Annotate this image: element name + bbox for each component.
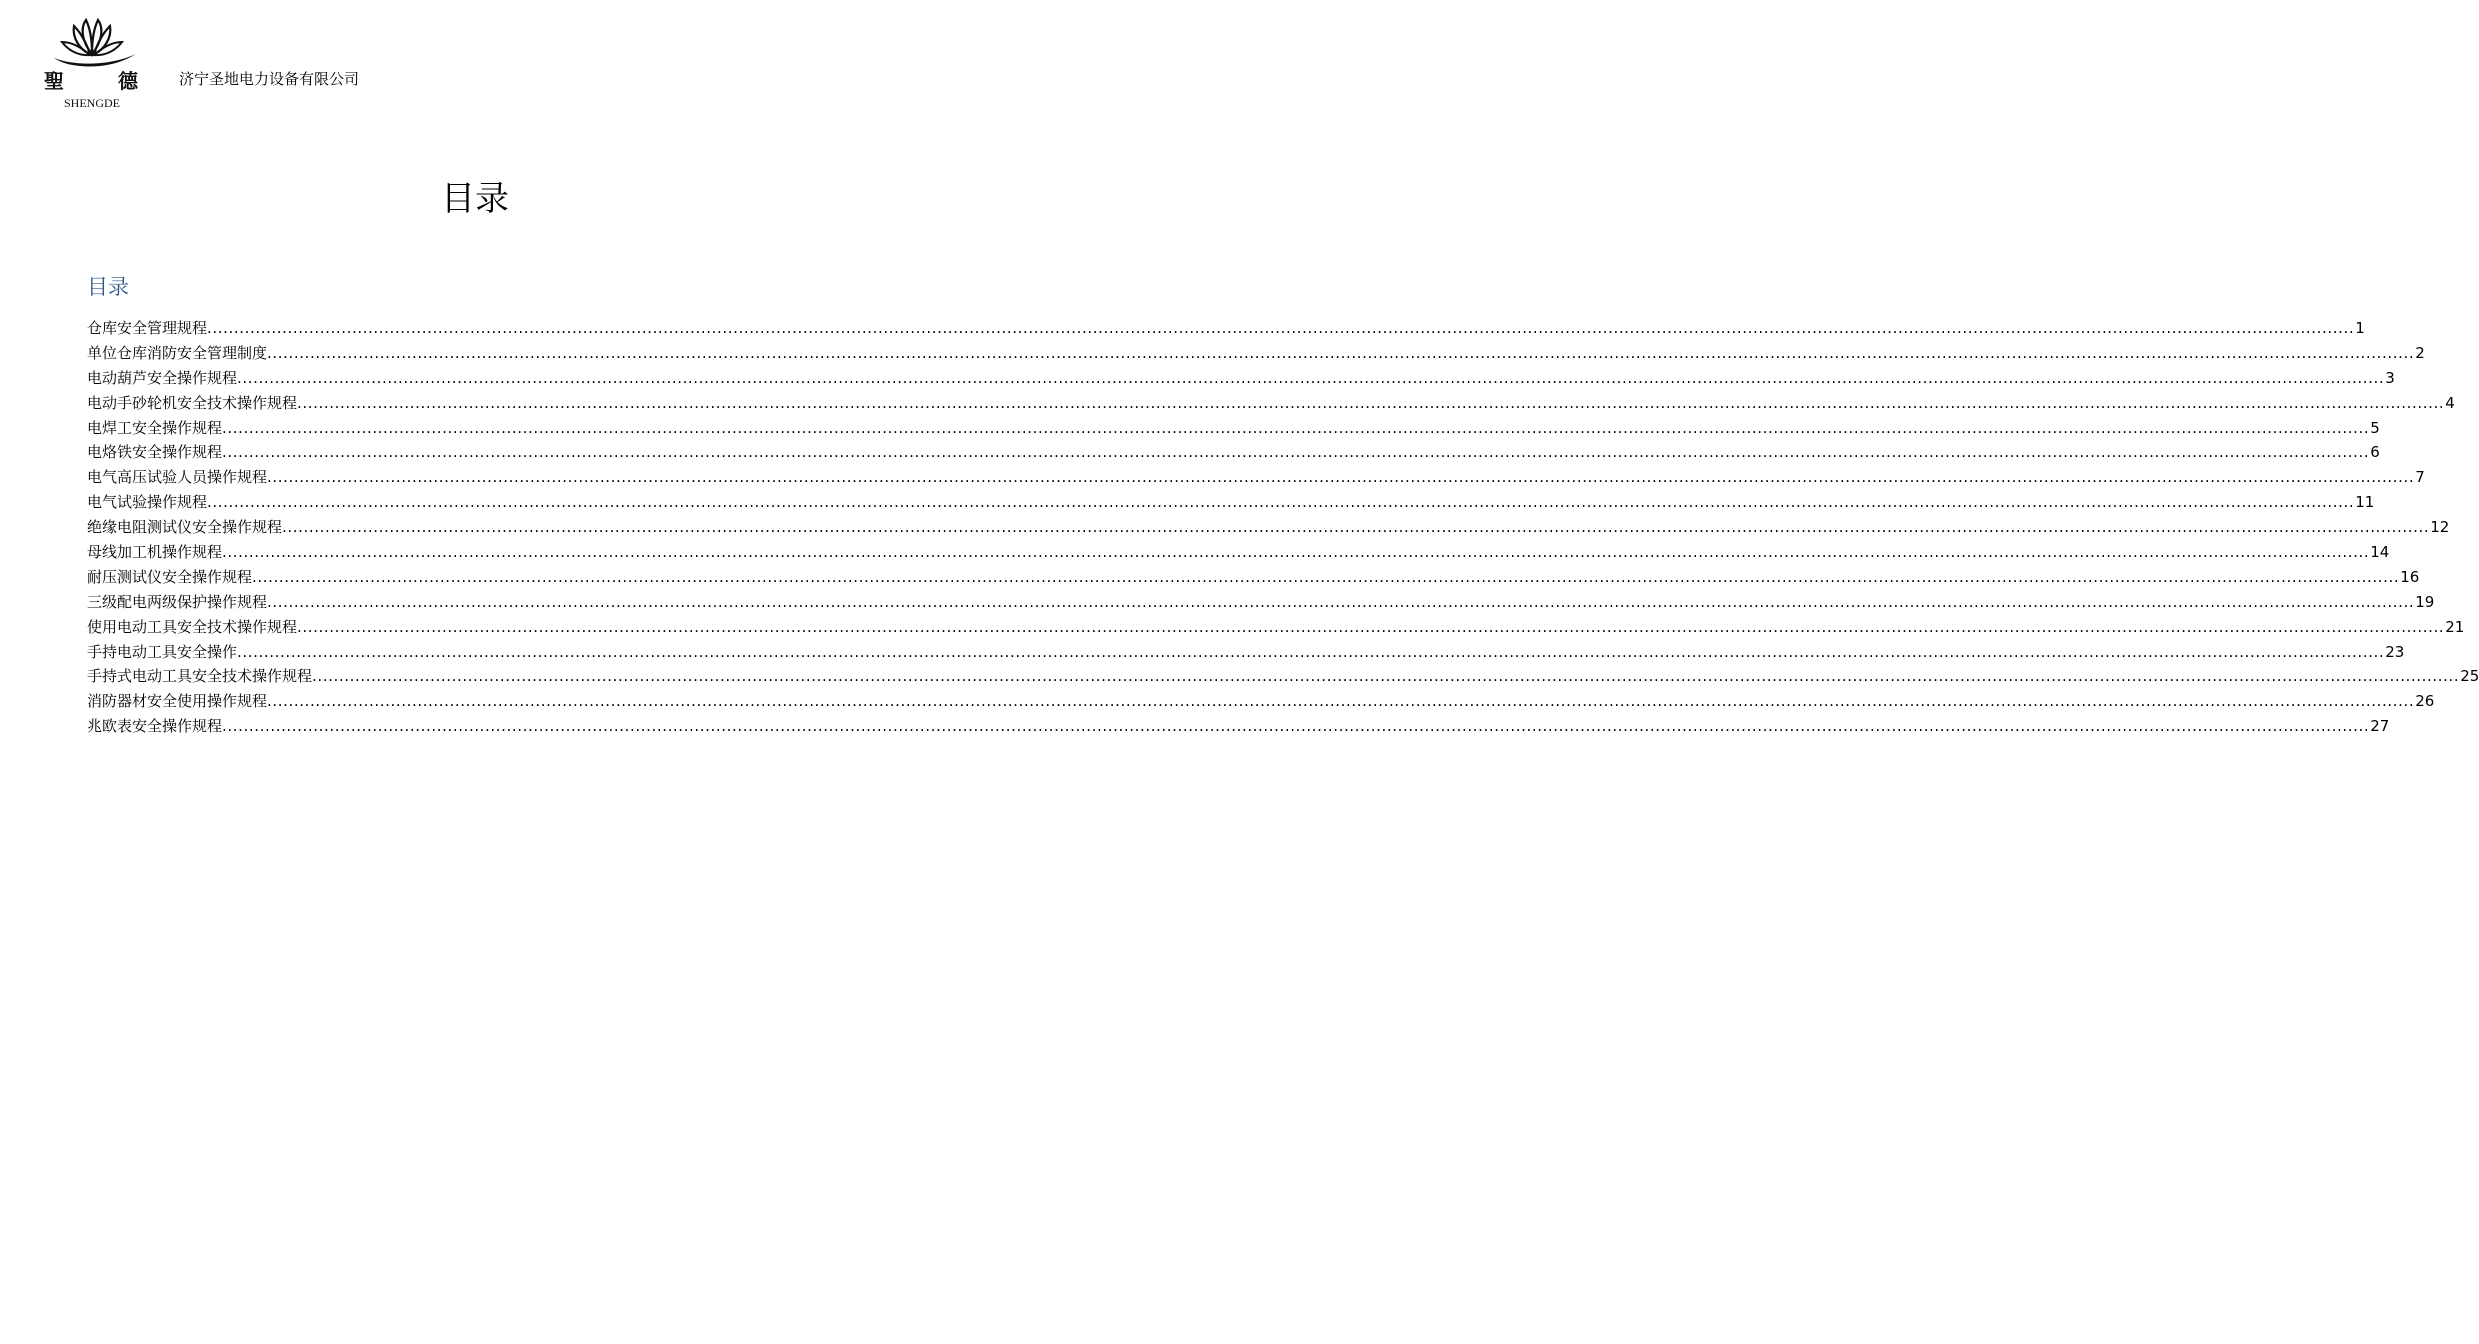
toc-entry-page-number[interactable]: 27 bbox=[2370, 717, 2390, 736]
toc-entry[interactable] bbox=[87, 416, 2380, 441]
toc-dot-leader: ................................................................................................................................................................................................................................................................................................................................................................................................................ bbox=[297, 393, 2445, 412]
toc-entry[interactable] bbox=[87, 615, 2465, 640]
toc-dot-leader: ................................................................................................................................................................................................................................................................................................................................................................................................................ bbox=[267, 343, 2415, 362]
toc-entry-page-number[interactable]: 4 bbox=[2445, 393, 2455, 412]
toc-entry[interactable] bbox=[87, 590, 2435, 615]
toc-dot-leader: ................................................................................................................................................................................................................................................................................................................................................................................................................ bbox=[237, 642, 2385, 661]
logo-wordmark: SHENGDE bbox=[64, 96, 120, 110]
toc-entry-page-number[interactable]: 16 bbox=[2400, 567, 2420, 586]
svg-text:聖: 聖 bbox=[44, 69, 64, 93]
toc-entry[interactable] bbox=[87, 341, 2425, 366]
toc-entry-page-number[interactable]: 11 bbox=[2355, 493, 2375, 512]
toc-entry-label[interactable]: 消防器材安全使用操作规程 bbox=[87, 692, 268, 711]
toc-entry-page-number[interactable]: 21 bbox=[2445, 617, 2465, 636]
toc-dot-leader: ................................................................................................................................................................................................................................................................................................................................................................................................................ bbox=[207, 319, 2355, 337]
toc-entry-label[interactable]: 单位仓库消防安全管理制度 bbox=[87, 343, 268, 362]
toc-dot-leader: ................................................................................................................................................................................................................................................................................................................................................................................................................ bbox=[267, 692, 2415, 711]
toc-entry[interactable] bbox=[87, 316, 2365, 341]
toc-entry-label[interactable]: 使用电动工具安全技术操作规程 bbox=[87, 617, 298, 636]
toc-entry[interactable] bbox=[87, 440, 2380, 465]
toc-entry-page-number[interactable]: 26 bbox=[2415, 692, 2435, 711]
toc-entry-label[interactable]: 绝缘电阻测试仪安全操作规程 bbox=[87, 518, 283, 537]
toc-entry-page-number[interactable]: 5 bbox=[2370, 418, 2380, 437]
toc-entry-label[interactable]: 手持式电动工具安全技术操作规程 bbox=[87, 667, 313, 686]
toc-entry[interactable] bbox=[87, 565, 2420, 590]
toc-entry[interactable] bbox=[87, 490, 2375, 515]
toc-dot-leader: ................................................................................................................................................................................................................................................................................................................................................................................................................ bbox=[207, 493, 2355, 512]
toc-entry-label[interactable]: 兆欧表安全操作规程 bbox=[87, 717, 223, 736]
toc-dot-leader: ................................................................................................................................................................................................................................................................................................................................................................................................................ bbox=[237, 368, 2385, 387]
toc-entry-label[interactable]: 电焊工安全操作规程 bbox=[87, 418, 223, 437]
toc-dot-leader: ................................................................................................................................................................................................................................................................................................................................................................................................................ bbox=[252, 567, 2400, 586]
toc-dot-leader: ................................................................................................................................................................................................................................................................................................................................................................................................................ bbox=[222, 717, 2370, 736]
toc-entry-label[interactable]: 仓库安全管理规程 bbox=[87, 319, 208, 337]
table-of-contents bbox=[87, 316, 2479, 739]
toc-dot-leader: ................................................................................................................................................................................................................................................................................................................................................................................................................ bbox=[222, 443, 2370, 462]
toc-entry-label[interactable]: 电气高压试验人员操作规程 bbox=[87, 468, 268, 487]
toc-dot-leader: ................................................................................................................................................................................................................................................................................................................................................................................................................ bbox=[267, 468, 2415, 487]
toc-dot-leader: ................................................................................................................................................................................................................................................................................................................................................................................................................ bbox=[297, 617, 2445, 636]
toc-entry[interactable] bbox=[87, 391, 2455, 416]
toc-entry[interactable] bbox=[87, 540, 2390, 565]
toc-entry-page-number[interactable]: 19 bbox=[2415, 592, 2435, 611]
toc-heading: 目录 bbox=[87, 275, 129, 299]
svg-text:德: 德 bbox=[118, 69, 138, 93]
toc-entry-page-number[interactable]: 2 bbox=[2415, 343, 2425, 362]
toc-entry-page-number[interactable]: 23 bbox=[2385, 642, 2405, 661]
toc-entry-page-number[interactable]: 14 bbox=[2370, 543, 2390, 562]
toc-entry[interactable] bbox=[87, 515, 2450, 540]
toc-entry-label[interactable]: 电烙铁安全操作规程 bbox=[87, 443, 223, 462]
toc-entry-label[interactable]: 电气试验操作规程 bbox=[87, 493, 208, 512]
toc-entry-label[interactable]: 手持电动工具安全操作 bbox=[87, 642, 238, 661]
toc-entry[interactable] bbox=[87, 640, 2405, 665]
toc-dot-leader: ................................................................................................................................................................................................................................................................................................................................................................................................................ bbox=[222, 418, 2370, 437]
toc-dot-leader: ................................................................................................................................................................................................................................................................................................................................................................................................................ bbox=[282, 518, 2430, 537]
toc-entry[interactable] bbox=[87, 689, 2435, 714]
toc-entry[interactable] bbox=[87, 465, 2425, 490]
toc-dot-leader: ................................................................................................................................................................................................................................................................................................................................................................................................................ bbox=[222, 543, 2370, 562]
page-header bbox=[40, 14, 920, 114]
toc-entry-page-number[interactable]: 1 bbox=[2355, 319, 2365, 337]
toc-entry-label[interactable]: 电动手砂轮机安全技术操作规程 bbox=[87, 393, 298, 412]
toc-entry-page-number[interactable]: 3 bbox=[2385, 368, 2395, 387]
page-title: 目录 bbox=[441, 179, 509, 219]
toc-entry[interactable] bbox=[87, 714, 2390, 739]
toc-entry-label[interactable]: 电动葫芦安全操作规程 bbox=[87, 368, 238, 387]
company-name: 济宁圣地电力设备有限公司 bbox=[179, 70, 360, 88]
toc-dot-leader: ................................................................................................................................................................................................................................................................................................................................................................................................................ bbox=[312, 667, 2460, 686]
toc-entry-page-number[interactable]: 12 bbox=[2430, 518, 2450, 537]
toc-entry-label[interactable]: 三级配电两级保护操作规程 bbox=[87, 592, 268, 611]
toc-dot-leader: ................................................................................................................................................................................................................................................................................................................................................................................................................ bbox=[267, 592, 2415, 611]
lotus-logo-icon bbox=[40, 14, 144, 112]
toc-entry-label[interactable]: 耐压测试仪安全操作规程 bbox=[87, 567, 253, 586]
toc-entry-page-number[interactable]: 6 bbox=[2370, 443, 2380, 462]
toc-entry-label[interactable]: 母线加工机操作规程 bbox=[87, 543, 223, 562]
toc-entry[interactable] bbox=[87, 664, 2479, 689]
toc-entry-page-number[interactable]: 25 bbox=[2460, 667, 2479, 686]
toc-entry-page-number[interactable]: 7 bbox=[2415, 468, 2425, 487]
toc-entry[interactable] bbox=[87, 366, 2395, 391]
